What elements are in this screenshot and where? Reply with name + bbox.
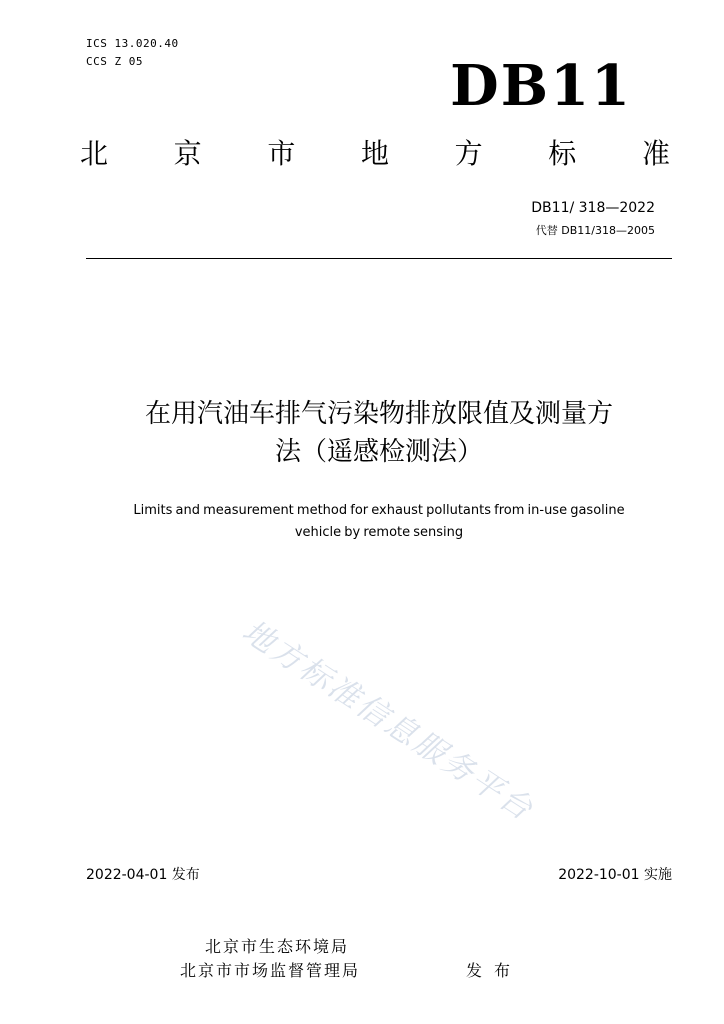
standard-number: DB11/ 318—2022 [531, 200, 655, 216]
english-title-line: Limits and measurement method for exhaust pollutants from in-use gasoline [133, 503, 625, 518]
standard-type-char: 市 [267, 137, 296, 170]
chinese-title [86, 395, 672, 471]
db11-logo: DB11 [450, 53, 632, 119]
chinese-title-line: 法（遥感检测法） [274, 437, 483, 467]
replaces-standard: 代替 DB11/318—2005 [535, 224, 655, 237]
ccs-code: CCS Z 05 [86, 55, 143, 68]
ics-code: ICS 13.020.40 [86, 37, 179, 50]
issue-label: 发布 [466, 961, 523, 980]
issue-date: 2022-04-01 发布 [86, 867, 200, 883]
english-title-line: vehicle by remote sensing [294, 525, 464, 540]
english-title [78, 500, 680, 544]
standard-type-char: 北 [80, 137, 109, 170]
issuer-market-regulation: 北京市市场监督管理局 [180, 961, 361, 980]
standard-type-heading [80, 137, 670, 170]
standard-type-char: 准 [641, 137, 670, 170]
issuer-ecology-bureau: 北京市生态环境局 [205, 937, 350, 956]
watermark: 地方标准信息服务平台 [235, 613, 541, 829]
standard-type-char: 地 [360, 137, 389, 170]
header-divider [86, 258, 672, 259]
standard-type-char: 标 [548, 137, 577, 170]
standard-type-char: 京 [173, 137, 202, 170]
standard-type-char: 方 [454, 137, 483, 170]
implementation-date: 2022-10-01 实施 [558, 867, 672, 883]
chinese-title-line: 在用汽油车排气污染物排放限值及测量方 [144, 399, 613, 429]
